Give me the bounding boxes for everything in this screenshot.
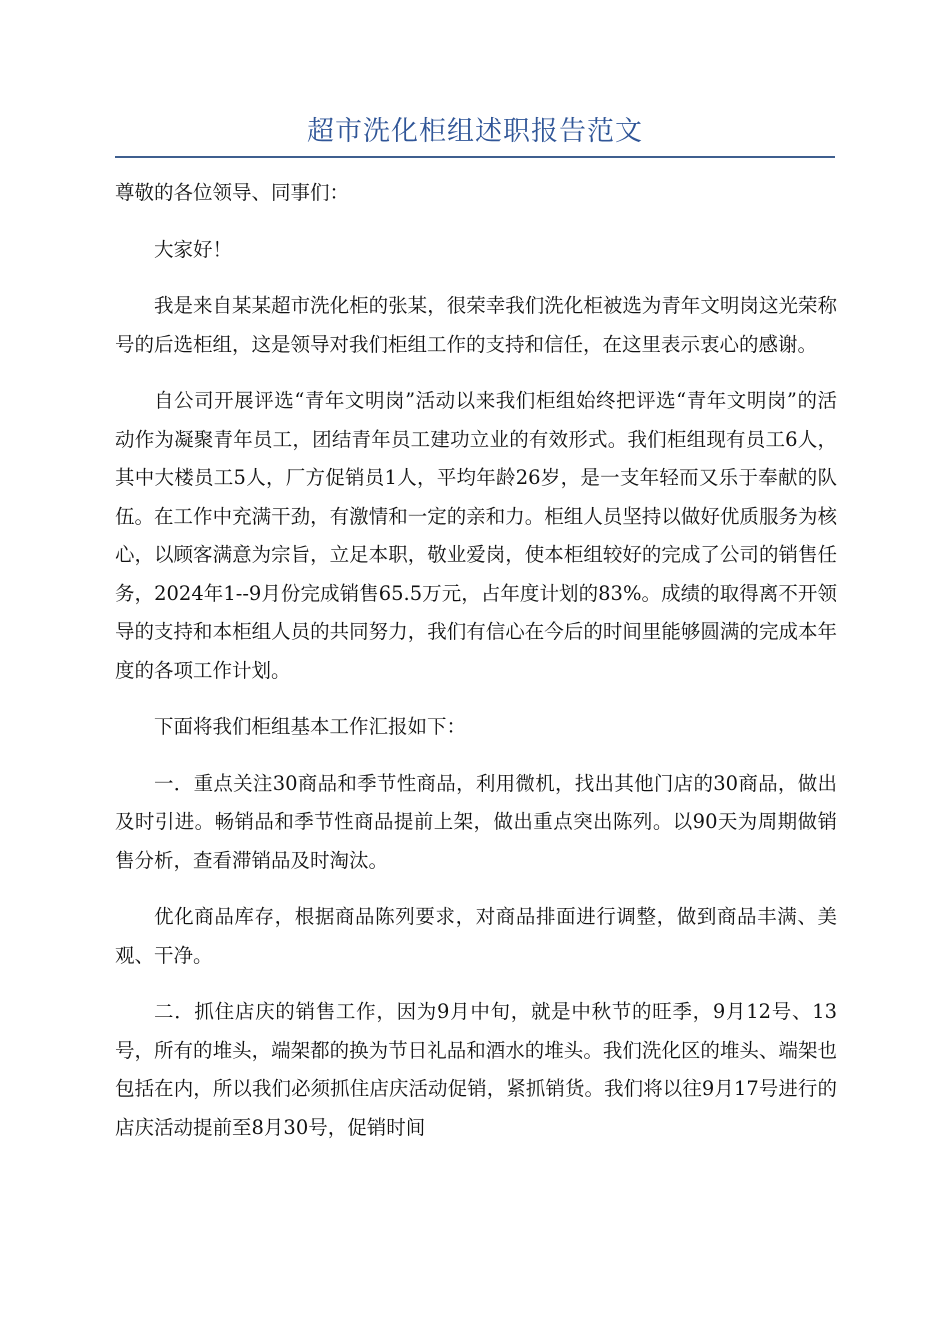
document-title: 超市洗化柜组述职报告范文 bbox=[307, 116, 643, 147]
greeting: 大家好！ bbox=[154, 237, 233, 261]
paragraph-achievements: 自公司开展评选“青年文明岗”活动以来我们柜组始终把评选“青年文明岗”的活动作为凝聚青年员工，团结青年员工建功立业的有效形式。我们柜组现有员工6人，其中大楼员工5人，厂方促销员1人，平均年龄26岁，是一支年轻而又乐于奉献的队伍。在工作中充满干劲，有激情和一定的亲和力。柜组人员坚持以做好优质服务为核心，以顾客满意为宗旨，立足本职，敬业爱岗，使本柜组较好的完成了公司的销售任务，2024年1--9月份完成销售65.5万元，占年度计划的83%。成绩的取得离不开领导的支持和本柜组人员的共同努力，我们有信心在今后的时间里能够圆满的完成本年度的各项工作计划。 bbox=[115, 389, 837, 682]
paragraph-intro: 我是来自某某超市洗化柜的张某，很荣幸我们洗化柜被选为青年文明岗这光荣称号的后选柜组，这是领导对我们柜组工作的支持和信任，在这里表示衷心的感谢。 bbox=[115, 294, 837, 356]
paragraph-inventory: 优化商品库存，根据商品陈列要求，对商品排面进行调整，做到商品丰满、美观、干净。 bbox=[115, 905, 837, 967]
salutation: 尊敬的各位领导、同事们： bbox=[115, 181, 350, 204]
title-block bbox=[115, 112, 835, 158]
paragraph-report-lead: 下面将我们柜组基本工作汇报如下： bbox=[154, 715, 467, 738]
paragraph-item-one: 一．重点关注30商品和季节性商品，利用微机，找出其他门店的30商品，做出及时引进。畅销品和季节性商品提前上架，做出重点突出陈列。以90天为周期做销售分析，查看滞销品及时淘汰。 bbox=[115, 771, 837, 872]
paragraph-item-two: 二．抓住店庆的销售工作，因为9月中旬，就是中秋节的旺季，9月12号、13号，所有的堆头，端架都的换为节日礼品和酒水的堆头。我们洗化区的堆头、端架也包括在内，所以我们必须抓住店庆活动促销，紧抓销货。我们将以往9月17号进行的店庆活动提前至8月30号，促销时间 bbox=[115, 1000, 837, 1139]
document-body bbox=[115, 174, 837, 1165]
